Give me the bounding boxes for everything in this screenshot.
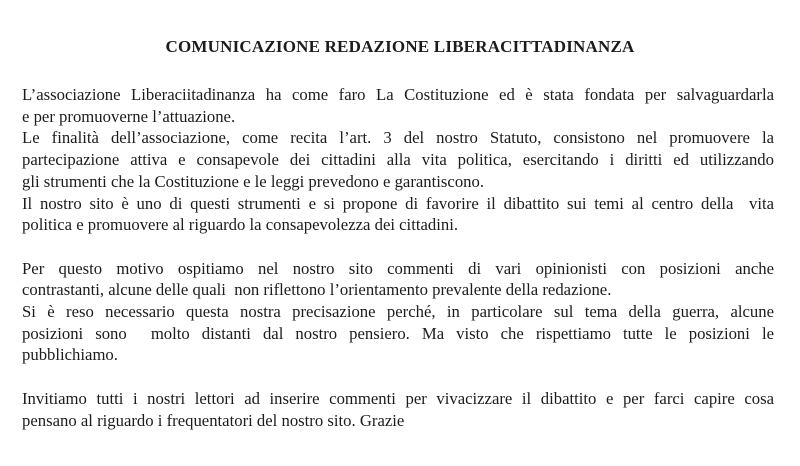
text-line: gli strumenti che la Costituzione e le leggi prevedono e garantiscono.	[22, 171, 485, 191]
document-body	[22, 84, 774, 431]
text-line: Il nostro sito è uno di questi strumenti e si propone di favorire il dibattito sui temi al centro della vita	[22, 193, 774, 213]
text-line: partecipazione attiva e consapevole dei cittadini alla vita politica, esercitando i diritti ed utilizzando	[22, 150, 774, 170]
blank-line	[22, 366, 774, 388]
text-line: Per questo motivo ospitiamo nel nostro sito commenti di vari opinionisti con posizioni anche	[22, 258, 774, 278]
paragraph	[22, 127, 774, 192]
text-line: contrastanti, alcune delle quali non riflettono l’orientamento prevalente della redazione.	[22, 280, 612, 300]
paragraph	[22, 301, 774, 366]
text-line: e per promuoverne l’attuazione.	[22, 106, 236, 126]
paragraph	[22, 84, 774, 127]
paragraph	[22, 193, 774, 236]
text-line: L’associazione Liberaciitadinanza ha come faro La Costituzione ed è stata fondata per salvaguardarla	[22, 85, 774, 104]
text-line: posizioni sono molto distanti dal nostro pensiero. Ma visto che rispettiamo tutte le posizioni le	[22, 323, 774, 343]
document-title: COMUNICAZIONE REDAZIONE LIBERACITTADINANZA	[165, 37, 635, 56]
text-line: politica e promuovere al riguardo la consapevolezza dei cittadini.	[22, 215, 459, 235]
text-line: Si è reso necessario questa nostra precisazione perché, in particolare sul tema della guerra, alcune	[22, 302, 774, 322]
text-line: Le finalità dell’associazione, come recita l’art. 3 del nostro Statuto, consistono nel promuovere la	[22, 128, 774, 148]
paragraph	[22, 388, 774, 431]
paragraph	[22, 258, 774, 301]
text-line: pubblichiamo.	[22, 345, 118, 365]
blank-line	[22, 236, 774, 258]
text-line: pensano al riguardo i frequentatori del nostro sito. Grazie	[22, 410, 405, 430]
text-line: Invitiamo tutti i nostri lettori ad inserire commenti per vivacizzare il dibattito e per farci capire cosa	[22, 388, 774, 408]
